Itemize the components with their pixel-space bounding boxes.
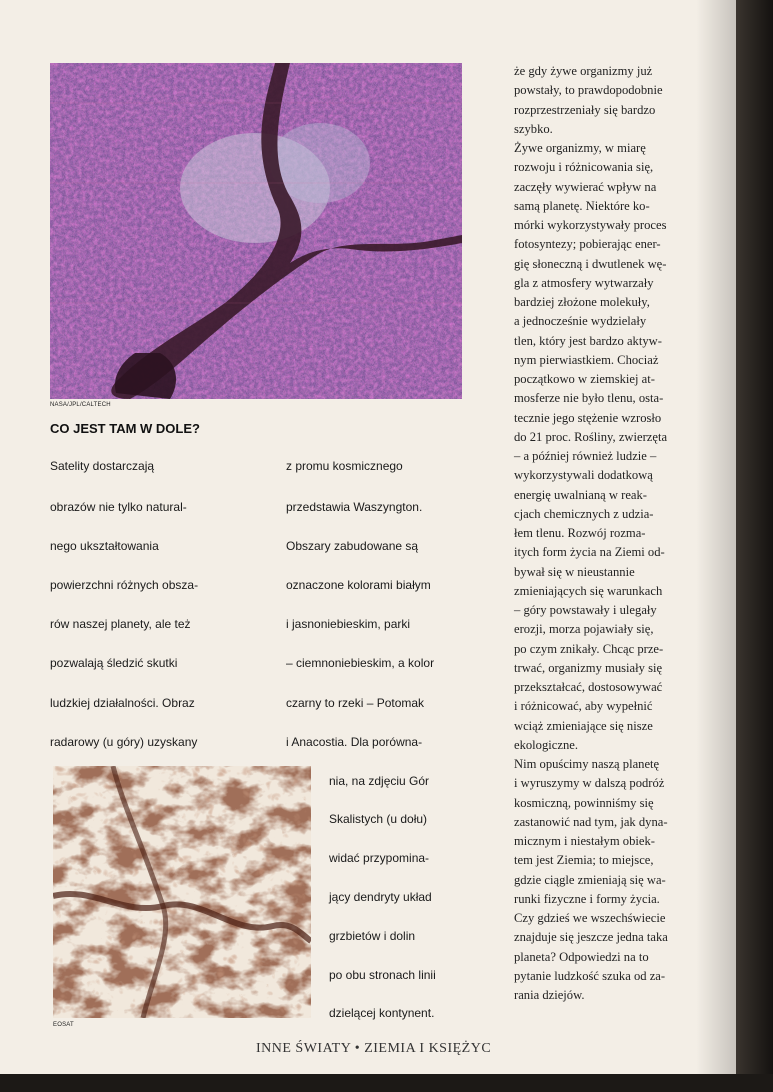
body-text-line: rania dziejów. (514, 988, 585, 1002)
caption-middle-line: z promu kosmicznego (286, 459, 403, 473)
caption-beside-photo-line: dzielącej kontynent. (329, 1006, 435, 1020)
satellite-image-graphic (50, 63, 462, 399)
body-text-line: kosmiczną, powinniśmy się (514, 795, 654, 810)
body-text-line: gdzie ciągle zmieniają się wa- (514, 872, 666, 887)
body-text-line: gię słoneczną i dwutlenek wę- (514, 256, 667, 271)
body-text-line: że gdy żywe organizmy już (514, 64, 653, 78)
body-text-line: wykorzystywali dodatkową (514, 468, 653, 483)
scan-bottom-border (0, 1074, 773, 1092)
body-text-line: energię uwalnianą w reak- (514, 487, 647, 502)
caption-left-line: ludzkiej działalności. Obraz (50, 696, 195, 710)
running-footer: INNE ŚWIATY • ZIEMIA I KSIĘŻYC (256, 1041, 492, 1056)
photo-credit-top: NASA/JPL/CALTECH (50, 402, 111, 408)
book-edge (736, 0, 773, 1092)
body-text-line: bardziej złożone molekuły, (514, 295, 650, 309)
caption-title: CO JEST TAM W DOLE? (50, 421, 200, 436)
body-text-line: zaczęły wywierać wpływ na (514, 179, 657, 194)
body-text-line: – góry powstawały i ulegały (514, 603, 657, 617)
rocky-mountains-photo (53, 766, 311, 1018)
body-text-line: i wyruszymy w dalszą podróż (514, 776, 665, 791)
body-text-line: mórki wykorzystywały proces (514, 218, 667, 232)
body-text-line: rozwoju i różnicowania się, (514, 160, 654, 175)
body-text-line: nym pierwiastkiem. Chociaż (514, 352, 659, 367)
body-text-line: cjach chemicznych z udzia- (514, 506, 654, 521)
caption-middle-line: Obszary zabudowane są (286, 539, 419, 553)
caption-left-line: pozwalają śledzić skutki (50, 656, 178, 670)
body-text-line: łem tlenu. Rozwój rozma- (514, 526, 646, 540)
body-text-line: szybko. (514, 121, 553, 136)
caption-beside-photo-line: Skalistych (u dołu) (329, 812, 428, 826)
caption-left-line: powierzchni różnych obsza- (50, 578, 199, 592)
caption-middle-line: czarny to rzeki – Potomak (286, 696, 425, 710)
body-text-line: samą planetę. Niektóre ko- (514, 198, 650, 213)
body-text-line: wciąż zmieniające się nisze (514, 718, 653, 733)
caption-beside-photo-line: jący dendryty układ (329, 890, 432, 904)
body-text-line: a jednocześnie wydzielały (514, 314, 647, 329)
caption-left-line: Satelity dostarczają (50, 459, 155, 473)
body-text-line: i różnicować, aby wypełnić (514, 699, 653, 714)
radar-satellite-photo (50, 63, 462, 399)
body-text-line: – a później również ludzie – (514, 449, 657, 463)
body-text-line: Żywe organizmy, w miarę (514, 141, 646, 155)
body-text-line: Czy gdzieś we wszechświecie (514, 911, 666, 925)
body-text-line: trwać, organizmy musiały się (514, 660, 663, 675)
photo-credit-bottom: EOSAT (53, 1022, 74, 1028)
body-text-line: mosferze nie było tlenu, osta- (514, 391, 664, 406)
caption-beside-photo-line: nia, na zdjęciu Gór (329, 774, 430, 788)
body-text-line: zastanowić nad tym, jak dyna- (514, 814, 668, 829)
body-text-line: po czym znikały. Chcąc prze- (514, 641, 664, 656)
caption-beside-photo-line: po obu stronach linii (329, 968, 436, 982)
body-text-line: tem jest Ziemia; to miejsce, (514, 853, 654, 868)
caption-left-line: radarowy (u góry) uzyskany (50, 735, 198, 749)
caption-left-line: nego ukształtowania (50, 539, 159, 553)
body-text-line: do 21 proc. Rośliny, zwierzęta (514, 429, 668, 444)
body-text-line: powstały, to prawdopodobnie (514, 83, 663, 98)
body-text-line: tlen, który jest bardzo aktyw- (514, 333, 662, 348)
caption-middle-line: przedstawia Waszyngton. (286, 500, 423, 514)
mountains-image-graphic (53, 766, 311, 1018)
body-text-line: tecznie jego stężenie wzrosło (514, 410, 662, 425)
caption-left-line: rów naszej planety, ale też (50, 617, 191, 631)
body-text-line: rozprzestrzeniały się bardzo (514, 102, 656, 117)
body-text-line: micznym i niestałym obiek- (514, 834, 655, 848)
body-text-line: zmieniających się warunkach (514, 583, 663, 598)
body-text-line: itych form życia na Ziemi od- (514, 545, 665, 560)
body-text-line: planeta? Odpowiedzi na to (514, 949, 649, 964)
caption-middle-line: – ciemnoniebieskim, a kolor (286, 656, 435, 670)
body-text-line: początkowo w ziemskiej at- (514, 372, 655, 386)
caption-middle-line: i Anacostia. Dla porówna- (286, 735, 423, 749)
body-text-line: ekologiczne. (514, 737, 578, 752)
body-text-line: Nim opuścimy naszą planetę (514, 757, 660, 771)
body-text-line: gla z atmosfery wytwarzały (514, 275, 654, 290)
body-text-line: runki fizyczne i formy życia. (514, 891, 660, 906)
body-text-line: pytanie ludzkość szuka od za- (514, 968, 666, 983)
body-text-line: znajduje się jeszcze jedna taka (514, 930, 668, 945)
body-text-line: erozji, morza pojawiały się, (514, 622, 654, 637)
body-text-line: przekształcać, dostosowywać (514, 680, 663, 694)
caption-beside-photo-line: widać przypomina- (329, 851, 430, 865)
caption-middle-line: i jasnoniebieskim, parki (286, 617, 411, 631)
caption-left-line: obrazów nie tylko natural- (50, 500, 187, 514)
caption-middle-line: oznaczone kolorami białym (286, 578, 431, 592)
body-text-line: bywał się w nieustannie (514, 564, 635, 579)
body-text-line: fotosyntezy; pobierając ener- (514, 237, 661, 252)
caption-beside-photo-line: grzbietów i dolin (329, 929, 416, 943)
